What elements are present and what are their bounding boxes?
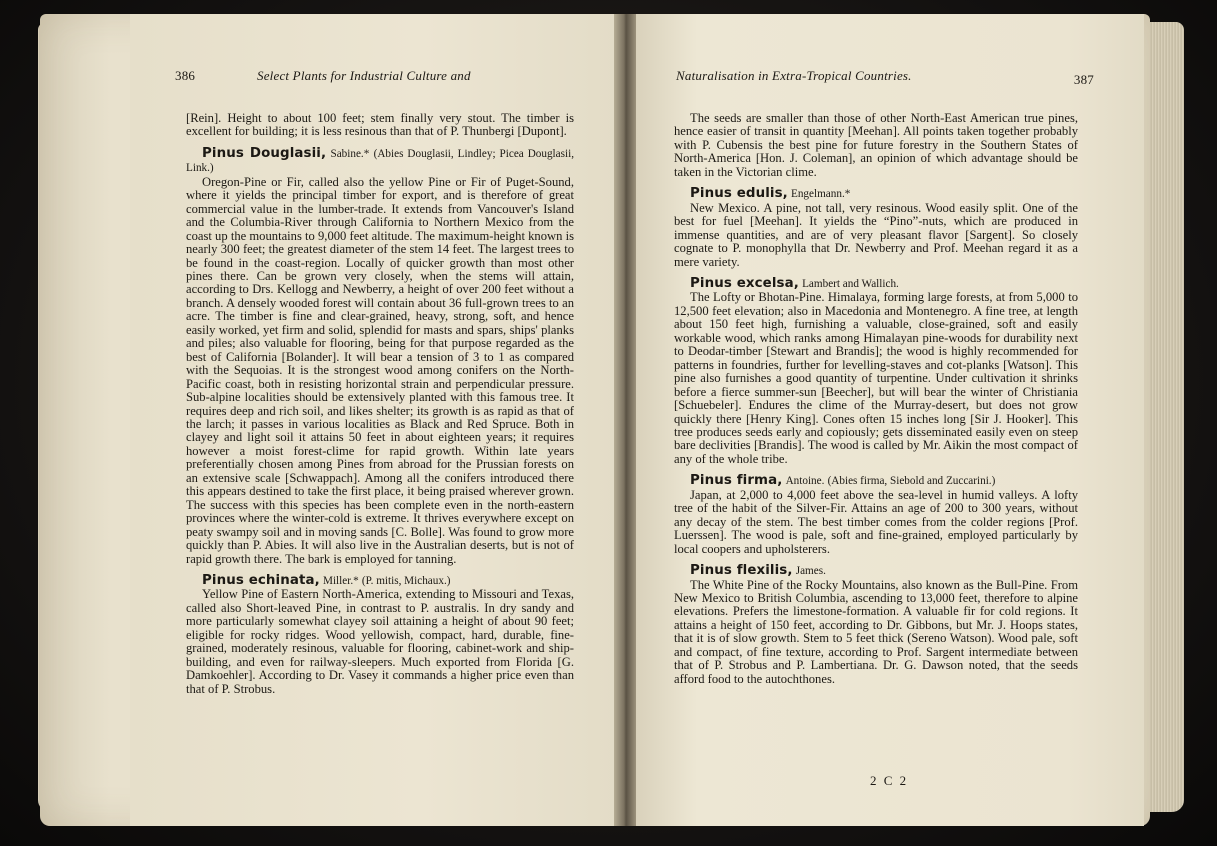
species-authority: James. bbox=[795, 565, 826, 578]
species-synonym: (Abies firma, Siebold and Zuccarini.) bbox=[827, 475, 996, 488]
entry-heading bbox=[186, 574, 574, 588]
species-synonym: (Abies Douglasii, Lindley; Picea Douglasii, Link.) bbox=[186, 147, 574, 175]
species-description: Oregon-Pine or Fir, called also the yellow Pine or Fir of Puget-Sound, where it yields the principal timber for export, and is therefore of great commercial value in the lumber-trade. It extends from Vancouver's Island and the Columbia-River through California to Northern Mexico from the coast up the mountains to 9,000 feet altitude. The maximum-height known is nearly 300 feet; the greatest diameter of the stem 14 feet. The largest trees to be found in the coast-region. Locally of quicker growth than most other pines there. Can be grown very closely, when the stems will attain, according to Drs. Kellogg and Newberry, a height of over 200 feet without a branch. A densely wooded forest will contain about 36 full-grown trees to an acre. The timber is fine and clear-grained, heavy, strong, soft, and hence easily worked, yet firm and solid, splendid for masts and spars, ships' planks and piles; also valuable for flooring, being for that purpose regarded as the best of California [Bolander]. It will bear a tension of 3 to 1 as compared with the Sequoias. It is the strongest wood among conifers on the North-Pacific coast, both in resisting horizontal strain and perpendicular pressure. Sub-alpine localities should be extensively planted with this famous tree. It requires deep and rich soil, and likes shelter; its growth is as rapid as that of the larch; it passes in various localities as Black and Red Spruce. Both in clayey and light soil it attains 50 feet in about eighteen years; it requires however a moist forest-clime for rapid growth. Within late years preferentially chosen among Pines from abroad for the Prussian forests on an extensive scale [Schwappach]. Among all the conifers introduced there this appears destined to take the first place, it being praised wherever grown. The success with this species has been complete even in the north-eastern provinces where the winter-cold is extreme. It thrives everywhere except on peaty swampy soil and in moving sands [C. Bolle]. Was found to grow more quickly than P. Abies. It will also live in the Australian deserts, but is not of rapid growth there. The bark is employed for tanning. bbox=[186, 174, 574, 566]
entry-heading bbox=[674, 564, 1078, 578]
entry-pinus-excelsa bbox=[674, 277, 1078, 466]
paragraph-rein: [Rein]. Height to about 100 feet; stem finally very stout. The timber is excellent for building; it is less resinous than that of P. Thunbergi [Dupont]. bbox=[186, 111, 574, 139]
species-description: The White Pine of the Rocky Mountains, also known as the Bull-Pine. From New Mexico to British Columbia, ascending to 13,000 feet, therefore to alpine elevations. Prefers the limestone-formation. A valuable fir for cold regions. It attains a height of 150 feet, according to Dr. Gibbons, but Mr. J. Hoops states, that it is of slow growth. Stem to 5 feet thick (Sereno Watson). Wood pale, soft and compact, of fine texture, according to Prof. Sargent intermediate between that of P. Strobus and P. Lambertiana. Dr. G. Dawson noted, that the seeds afford food to the autochthones. bbox=[674, 577, 1078, 686]
species-authority: Lambert and Wallich. bbox=[802, 277, 899, 290]
species-authority: Antoine. bbox=[785, 475, 825, 488]
left-page-body bbox=[186, 112, 574, 696]
species-description: New Mexico. A pine, not tall, very resinous. Wood easily split. One of the best for fuel [Meehan]. It yields the “Pino”-nuts, which are produced in immense quantities, and are of very pleasant flavor [Sargent]. So closely cognate to P. monophylla that Dr. Newberry and Prof. Meehan regard it as a mere variety. bbox=[674, 200, 1078, 269]
species-authority: Engelmann.* bbox=[791, 188, 851, 201]
species-name: Pinus excelsa, bbox=[690, 275, 799, 291]
right-running-title: Naturalisation in Extra-Tropical Countries. bbox=[676, 68, 912, 83]
entry-heading bbox=[674, 277, 1078, 291]
entry-pinus-flexilis bbox=[674, 564, 1078, 686]
paragraph-seeds: The seeds are smaller than those of other North-East American true pines, hence easier of transit in quantity [Meehan]. All points taken together probably with P. Cubensis the best pine for future forestry in the Southern States of North-America [Hon. J. Coleman], an opinion of which advantage should be taken in the Victorian clime. bbox=[674, 111, 1078, 179]
species-name: Pinus Douglasii, bbox=[202, 145, 327, 161]
entry-pinus-edulis bbox=[674, 187, 1078, 269]
entry-heading bbox=[186, 147, 574, 176]
species-synonym: (P. mitis, Michaux.) bbox=[361, 574, 451, 587]
entry-heading bbox=[674, 474, 1078, 488]
species-description: The Lofty or Bhotan-Pine. Himalaya, forming large forests, at from 5,000 to 12,500 feet elevation; also in Macedonia and Montenegro. A fine tree, at length about 150 feet high, furnishing a valuable, close-grained, soft and easily workable wood, which ranks among Himalayan pine-woods for durability next to Deodar-timber [Stewart and Brandis]; the wood is highly recommended for patterns in foundries, further for levelling-staves and cot-planks [Watson]. This pine also furnishes a good quantity of turpentine. Under cultivation it shrinks before a fierce summer-sun [Beecher], but will bear the winter of Christiania [Schuebeler]. Endures the clime of the Murray-desert, but does not grow quickly there [Henry King]. Cones often 15 inches long [Sir J. Hooker]. This tree produces seeds early and copiously; gets disseminated easily even on steep bare declivities [Brandis]. The wood is called by Mr. Aikin the most compact of any of the whole tribe. bbox=[674, 290, 1078, 466]
species-name: Pinus flexilis, bbox=[690, 563, 793, 579]
species-description: Yellow Pine of Eastern North-America, extending to Missouri and Texas, called also Short-leaved Pine, in contrast to P. australis. In dry sandy and more particularly somewhat clayey soil attaining a height of about 90 feet; eligible for rocky ridges. Wood yellowish, compact, hard, durable, fine-grained, moderately resinous, valuable for flooring, cabinet-work and ship-building, and even for railway-sleepers. Much exported from Florida [G. Damkoehler]. According to Dr. Vasey it commands a higher price even than that of P. Strobus. bbox=[186, 587, 574, 696]
entry-pinus-firma bbox=[674, 474, 1078, 556]
right-page-number: 387 bbox=[1073, 72, 1094, 87]
signature-mark: 2 C 2 bbox=[870, 773, 909, 788]
species-authority: Miller.* bbox=[323, 574, 359, 587]
entry-pinus-douglasii bbox=[186, 147, 574, 566]
species-name: Pinus firma, bbox=[690, 473, 783, 489]
left-page-number: 386 bbox=[175, 68, 196, 83]
entry-heading bbox=[674, 187, 1078, 201]
right-page-body bbox=[674, 112, 1078, 686]
species-name: Pinus edulis, bbox=[690, 186, 788, 202]
species-name: Pinus echinata, bbox=[202, 572, 320, 588]
species-description: Japan, at 2,000 to 4,000 feet above the sea-level in humid valleys. A lofty tree of the habit of the Silver-Fir. Attains an age of 200 to 300 years, without any decay of the stem. The best timber comes from the colder regions [Prof. Luerssen]. The wood is pale, soft and fine-grained, employed particularly by local coopers and upholsterers. bbox=[674, 487, 1078, 556]
book-gutter bbox=[614, 14, 636, 826]
left-running-title: Select Plants for Industrial Culture and bbox=[257, 68, 471, 83]
entry-pinus-echinata bbox=[186, 574, 574, 696]
species-authority: Sabine.* bbox=[330, 147, 370, 160]
